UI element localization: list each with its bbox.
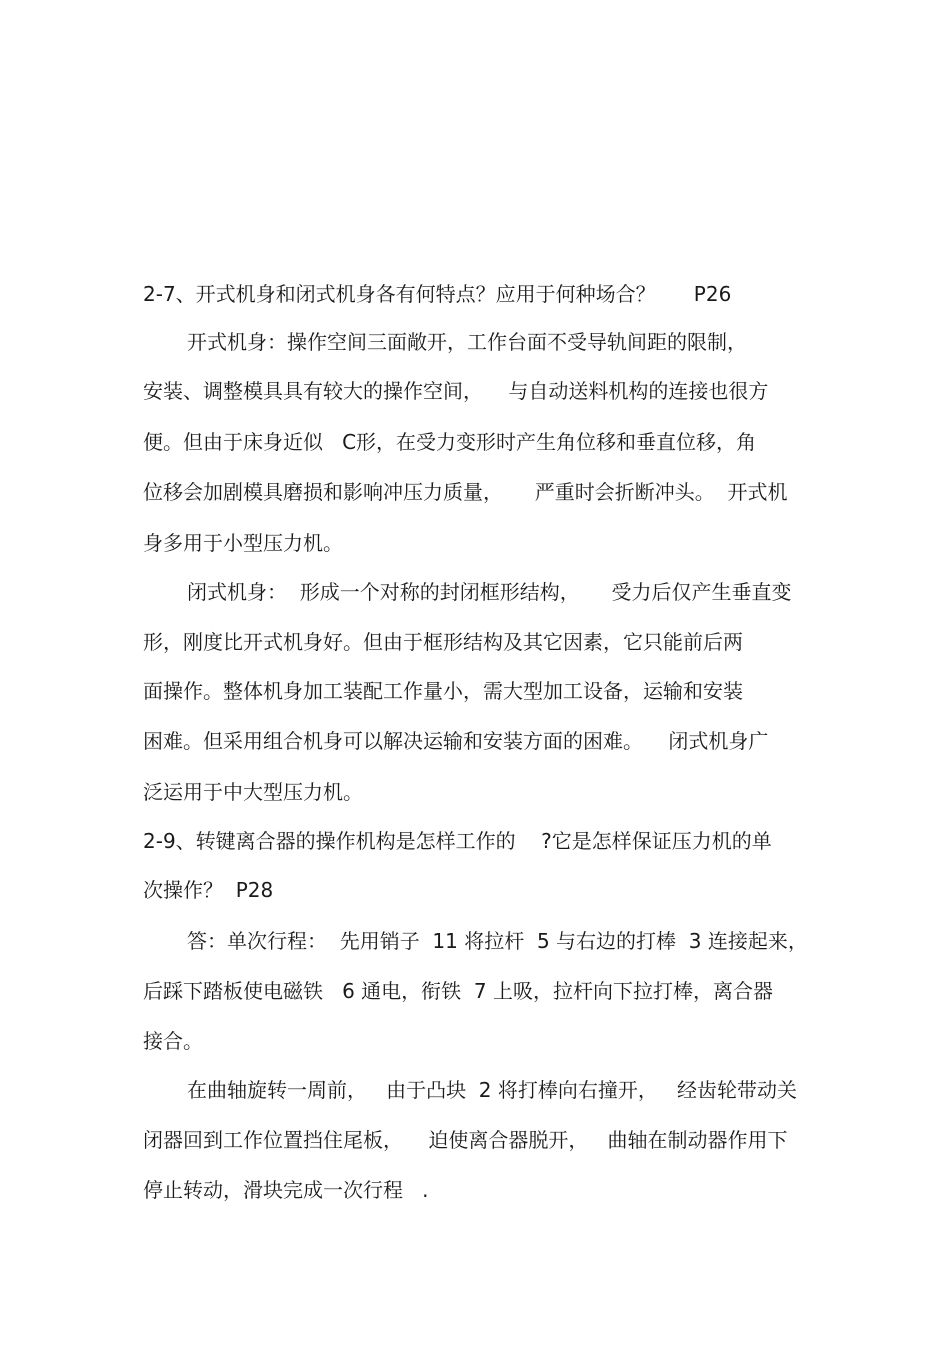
paragraph-line: 后踩下踏板使电磁铁 6 通电，衔铁 7 上吸，拉杆向下拉打棒，离合器 [143,979,773,1003]
question-2-7-heading: 2-7、开式机身和闭式机身各有何特点？应用于何种场合？ P26 [143,282,732,306]
question-2-9-heading-cont: 次操作？ P28 [143,878,274,902]
paragraph-line: 接合。 [143,1029,203,1053]
paragraph-line: 形，刚度比开式机身好。但由于框形结构及其它因素，它只能前后两 [143,630,743,654]
question-2-9-heading: 2-9、转键离合器的操作机构是怎样工作的 ?它是怎样保证压力机的单 [143,829,772,853]
paragraph-line: 在曲轴旋转一周前， 由于凸块 2 将打棒向右撞开， 经齿轮带动关 [187,1078,797,1102]
paragraph-line: 闭器回到工作位置挡住尾板， 迫使离合器脱开， 曲轴在制动器作用下 [143,1128,788,1152]
paragraph-line: 答：单次行程： 先用销子 11 将拉杆 5 与右边的打棒 3 连接起来， [187,929,808,953]
paragraph-line: 停止转动，滑块完成一次行程 . [143,1178,429,1202]
paragraph-line: 闭式机身： 形成一个对称的封闭框形结构， 受力后仅产生垂直变 [187,580,792,604]
paragraph-line: 泛运用于中大型压力机。 [143,780,363,804]
paragraph-line: 面操作。整体机身加工装配工作量小，需大型加工设备，运输和安装 [143,679,743,703]
paragraph-line: 困难。但采用组合机身可以解决运输和安装方面的困难。 闭式机身广 [143,729,769,753]
paragraph-line: 开式机身：操作空间三面敞开，工作台面不受导轨间距的限制， [187,330,747,354]
paragraph-line: 便。但由于床身近似 C形，在受力变形时产生角位移和垂直位移，角 [143,430,757,454]
paragraph-line: 身多用于小型压力机。 [143,531,343,555]
paragraph-line: 安装、调整模具具有较大的操作空间， 与自动送料机构的连接也很方 [143,379,769,403]
paragraph-line: 位移会加剧模具磨损和影响冲压力质量， 严重时会折断冲头。 开式机 [143,480,788,504]
